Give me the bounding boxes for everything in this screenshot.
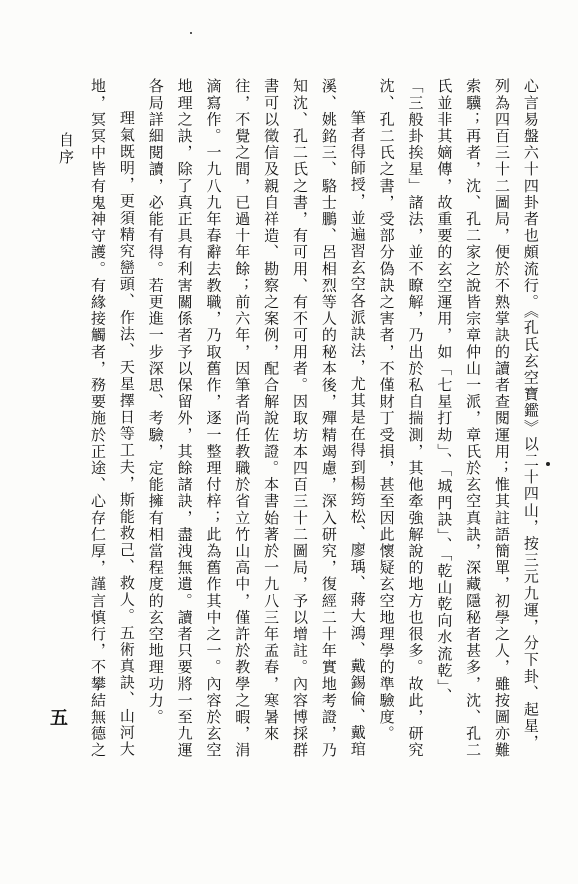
text-column: 往，不覺之間，已過十年餘；前六年，因筆者尚任教職於省立竹山高中，僅許於教學之暇，涓	[233, 78, 252, 759]
running-header: 自序	[57, 132, 75, 166]
text-column: 地，冥冥中皆有鬼神守護。有緣接觸者，務要施於正途、心存仁厚，謹言慎行，不攀結無德之	[89, 78, 107, 759]
text-column: 列為四百三十二圖局，便於不熟掌訣的讀者查閱運用；惟其註語簡單，初學之人，雖按圖亦難	[493, 78, 512, 759]
text-column: 沈、孔二氏之書，受部分偽訣之害者，不僅財丁受損，甚至因此懷疑玄空地理學的準驗度。	[377, 78, 396, 742]
text-column: 心言易盤六十四卦者也頗流行。《孔氏玄空寶鑑》以二十四山，按三元九運，分下卦、起星，	[521, 78, 540, 752]
body-text	[88, 78, 540, 838]
text-column: 知沈、孔二氏之書，有可用、有不可用者。因取坊本四百三十二圖局，予以增註。內容博採群	[291, 78, 310, 759]
text-column: 滴寫作。一九八九年春辭去教職，乃取舊作，逐一整理付梓；此為舊作其中之一。內容於玄空	[204, 78, 223, 759]
scan-speck	[190, 32, 192, 34]
text-column: 溪、姚銘三、駱士鵬、呂相烈等人的秘本後，殫精竭慮，深入研究，復經二十年實地考證，乃	[319, 78, 338, 759]
page-number: 五	[50, 708, 68, 729]
scan-speck	[546, 462, 550, 466]
text-column: 氏並非其嫡傳，故重要的玄空運用，如「七星打劫」、「城門訣」、「乾山乾向水流乾」、	[435, 78, 454, 705]
text-column: 「三般卦挨星」諸法，並不瞭解，乃出於私自揣測，其他牽強解說的地方也很多。故此，研究	[406, 78, 425, 759]
text-column: 書可以徵信及親自祥造、勘察之案例，配合解說佐證。本書始著於一九八三年孟春，寒暑來	[262, 78, 281, 742]
text-column: 筆者得師授，並遍習玄空各派訣法，尤其是在得到楊筠松、廖瑀、蔣大鴻、戴錫倫、戴琯	[348, 110, 367, 758]
text-column: 理氣既明，更須精究巒頭、作法、天星擇日等工夫，斯能救己、救人。五術真訣、山河大	[117, 110, 136, 758]
text-column: 索驥；再者，沈、孔二家之說皆宗章仲山一派，章氏於玄空真訣，深藏隱秘者甚多，沈、孔二	[464, 78, 483, 759]
text-column: 各局詳細閱讀，必能有得。若更進一步深思、考驗，定能擁有相當程度的玄空地理功力。	[146, 78, 165, 726]
text-column: 地理之訣，除了真正具有利害關係者予以保留外，其餘諸訣，盡洩無遺。讀者只要將一至九運	[175, 78, 194, 759]
